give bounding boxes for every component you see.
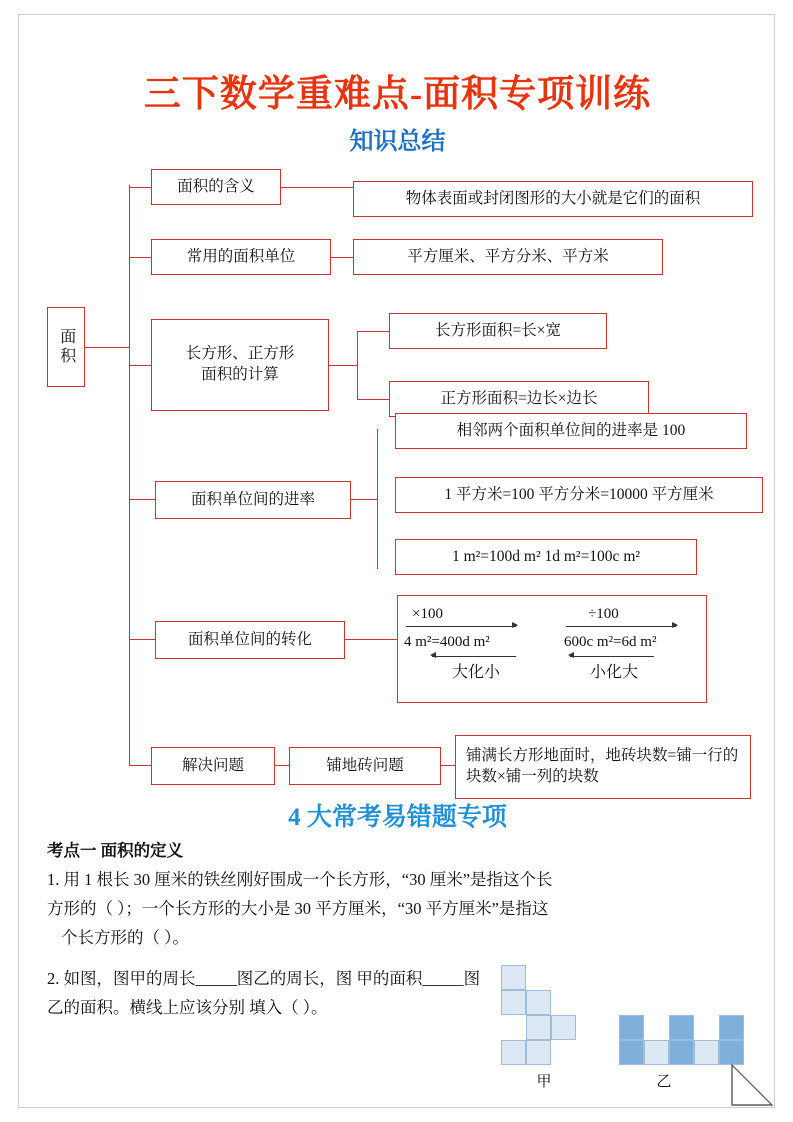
branch-line-meaning xyxy=(129,187,151,188)
link-rate-vertical xyxy=(377,429,378,569)
convert-down-arrow-line xyxy=(566,626,676,627)
link-rate xyxy=(351,499,377,500)
node-convert-panel xyxy=(397,595,707,703)
node-rate-text3: 1 m²=100d m² 1d m²=100c m² xyxy=(395,539,697,575)
node-calc-label-line2: 面积的计算 xyxy=(201,366,279,383)
branch-line-rate xyxy=(129,499,155,500)
figure-cell xyxy=(551,1015,576,1040)
node-rate-text2: 1 平方米=100 平方分米=10000 平方厘米 xyxy=(395,477,763,513)
convert-up-arrow-line xyxy=(406,626,516,627)
figure-cell xyxy=(719,1015,744,1040)
question-2-line-2: 甲的面积_____图乙的面积。横线上应该分别 xyxy=(47,969,481,1017)
convert-down-underline xyxy=(570,656,654,657)
link-units xyxy=(331,257,353,258)
question-2-line-1: 2. 如图，图甲的周长_____图乙的周长，图 xyxy=(47,969,353,988)
page-curl-icon xyxy=(728,1061,776,1109)
convert-down-note: 小化大 xyxy=(589,664,638,681)
figure-cell xyxy=(501,965,526,990)
node-calc-label-line1: 长方形、正方形 xyxy=(185,345,295,363)
node-rate-label: 面积单位间的进率 xyxy=(155,481,351,519)
convert-up-arrow-head xyxy=(512,622,518,628)
figure-cell xyxy=(526,1040,551,1065)
document-page xyxy=(18,14,775,1108)
figure-yi-label: 乙 xyxy=(656,1074,672,1090)
convert-up-underline xyxy=(432,656,516,657)
link-convert xyxy=(345,639,397,640)
convert-down-underline-arrow xyxy=(568,652,574,658)
question-1 xyxy=(47,866,747,953)
knowledge-summary-heading: 知识总结 xyxy=(349,129,446,155)
figure-jia xyxy=(501,965,611,1065)
link-solve xyxy=(275,765,289,766)
node-calc-square-formula: 正方形面积=边长×边长 xyxy=(389,381,649,417)
node-solve-sub: 铺地砖问题 xyxy=(289,747,441,785)
section-heading: 4 大常考易错题专项 xyxy=(288,804,507,831)
node-units-text: 平方厘米、平方分米、平方米 xyxy=(353,239,663,275)
link-solve-text xyxy=(441,765,455,766)
branch-line-units xyxy=(129,257,151,258)
figure-cell xyxy=(501,1040,526,1065)
convert-down-arrow-head xyxy=(672,622,678,628)
figure-jia-label: 甲 xyxy=(536,1074,552,1090)
node-units-label: 常用的面积单位 xyxy=(151,239,331,275)
figure-cell xyxy=(501,990,526,1015)
node-meaning-label: 面积的含义 xyxy=(151,169,281,205)
page-inner xyxy=(19,15,776,1109)
node-rate-text1: 相邻两个面积单位间的进率是 100 xyxy=(395,413,747,449)
node-solve-text: 铺满长方形地面时，地砖块数=铺一行的块数×铺一列的块数 xyxy=(455,735,751,799)
node-meaning-text: 物体表面或封闭图形的大小就是它们的面积 xyxy=(353,181,753,217)
convert-up-equation: 4 m²=400d m² xyxy=(404,634,490,650)
page-title: 三下数学重难点-面积专项训练 xyxy=(143,74,652,115)
node-solve-label: 解决问题 xyxy=(151,747,275,785)
figure-cell xyxy=(619,1040,644,1065)
figure-cell xyxy=(619,1015,644,1040)
figure-cell xyxy=(669,1015,694,1040)
link-calc-bottom xyxy=(357,399,389,400)
convert-up-underline-arrow xyxy=(430,652,436,658)
question-2-line-3: 填入（ ）。 xyxy=(249,997,328,1017)
question-1-line-3: 个长方形的（ ）。 xyxy=(61,927,189,947)
node-calc-label xyxy=(151,319,329,411)
root-connector xyxy=(85,347,129,348)
link-calc-vertical xyxy=(357,331,358,399)
figure-cell xyxy=(694,1040,719,1065)
diagram-root-node: 面积 xyxy=(47,307,85,387)
node-calc-rect-formula: 长方形面积=长×宽 xyxy=(389,313,607,349)
convert-down-operator: ÷100 xyxy=(588,606,619,622)
figure-cell xyxy=(644,1040,669,1065)
link-calc xyxy=(329,365,357,366)
question-1-line-1: 1. 用 1 根长 30 厘米的铁丝刚好围成一个长方形，“30 厘米”是指这个长 xyxy=(47,870,553,889)
figure-cell xyxy=(669,1040,694,1065)
branch-line-convert xyxy=(129,639,155,640)
convert-up-operator: ×100 xyxy=(412,606,443,622)
trunk-line xyxy=(129,185,130,765)
branch-line-calc xyxy=(129,365,151,366)
link-calc-top xyxy=(357,331,389,332)
convert-up-note: 大化小 xyxy=(451,664,500,681)
question-2 xyxy=(47,965,487,1023)
figure-cell xyxy=(526,990,551,1015)
figure-cell xyxy=(526,1015,551,1040)
question-1-line-2: 方形的（ ）；一个长方形的大小是 30 平方厘米，“30 平方厘米”是指这 xyxy=(47,898,549,918)
link-meaning xyxy=(281,187,353,188)
branch-line-solve xyxy=(129,765,151,766)
node-convert-label: 面积单位间的转化 xyxy=(155,621,345,659)
convert-down-equation: 600c m²=6d m² xyxy=(564,634,657,650)
knowledge-diagram xyxy=(19,155,776,795)
knowledge-point-title: 考点一 面积的定义 xyxy=(47,841,184,860)
